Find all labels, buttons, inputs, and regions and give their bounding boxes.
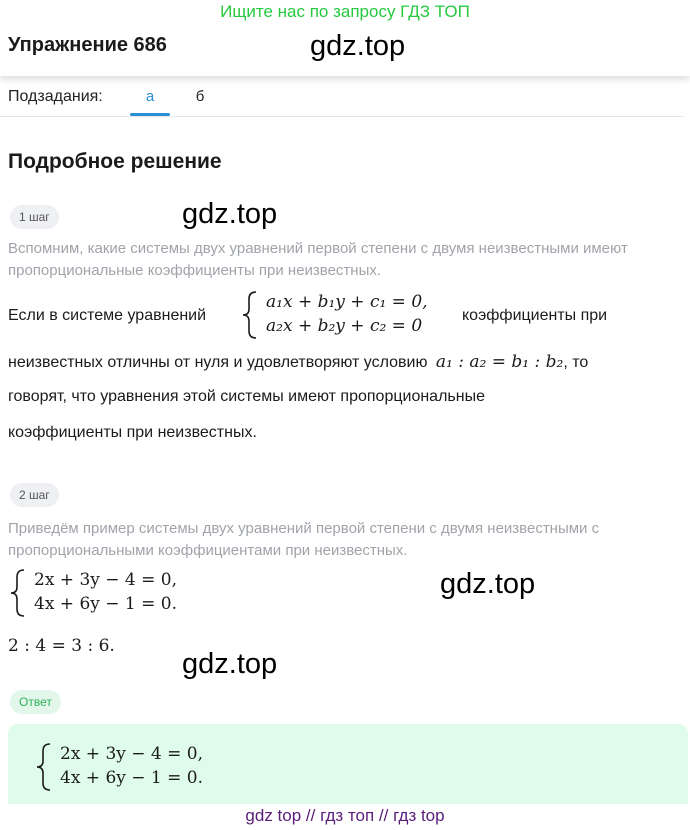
watermark: gdz.top [182, 198, 278, 230]
watermark: gdz.top [182, 648, 278, 680]
equation-system [8, 568, 208, 618]
subtasks-label: Подзадания: [8, 88, 103, 105]
proportion-condition: a₁ : a₂ = b₁ : b₂ [435, 352, 564, 372]
step-text [8, 352, 588, 372]
active-tab-indicator [130, 113, 170, 116]
tab-a[interactable]: а [145, 88, 155, 105]
equation-row: 2x + 3y − 4 = 0, [34, 570, 178, 590]
step-text: коэффициенты при неизвестных. [8, 424, 257, 441]
brace-icon [8, 568, 28, 618]
brace-icon [240, 290, 260, 340]
step-badge: 2 шаг [10, 483, 59, 507]
step-badge: 1 шаг [10, 205, 59, 229]
equation-row: a₁x + b₁y + c₁ = 0, [266, 292, 428, 312]
step-text-part: неизвестных отличны от нуля и удовлетворяют условию [8, 354, 428, 371]
equation-row: 2x + 3y − 4 = 0, [60, 744, 204, 764]
promo-banner[interactable]: Ищите нас по запросу ГДЗ ТОП [220, 2, 470, 21]
answer-box [8, 724, 688, 804]
equation-system [34, 742, 254, 792]
equation-row: 4x + 6y − 1 = 0. [60, 768, 204, 788]
tab-b[interactable]: б [195, 88, 205, 105]
brace-icon [34, 742, 54, 792]
footer-links[interactable]: gdz top // гдз топ // гдз top [245, 806, 445, 825]
answer-badge: Ответ [10, 690, 61, 714]
step-text: говорят, что уравнения этой системы имеют пропорциональные [8, 388, 485, 405]
equation-row: 4x + 6y − 1 = 0. [34, 594, 178, 614]
step-text: Если в системе уравнений [8, 307, 207, 324]
step-text-part: , то [563, 354, 589, 371]
step-text: коэффициенты при [462, 307, 608, 324]
ratio-equation: 2 : 4 = 3 : 6. [8, 636, 115, 656]
step-hint: Вспомним, какие системы двух уравнений первой степени с двумя неизвестными имеют пропорциональные коэффициенты при неизвестных. [8, 240, 628, 279]
watermark: gdz.top [440, 568, 536, 600]
section-title: Подробное решение [8, 150, 222, 173]
watermark: gdz.top [310, 30, 406, 62]
page-title: Упражнение 686 [8, 34, 167, 56]
subtasks-bar [0, 76, 684, 117]
equation-system [240, 290, 455, 340]
step-hint: Приведём пример системы двух уравнений первой степени с двумя неизвестными с пропорциональными коэффициентами при неизвестных. [8, 520, 600, 559]
equation-row: a₂x + b₂y + c₂ = 0 [266, 316, 423, 336]
